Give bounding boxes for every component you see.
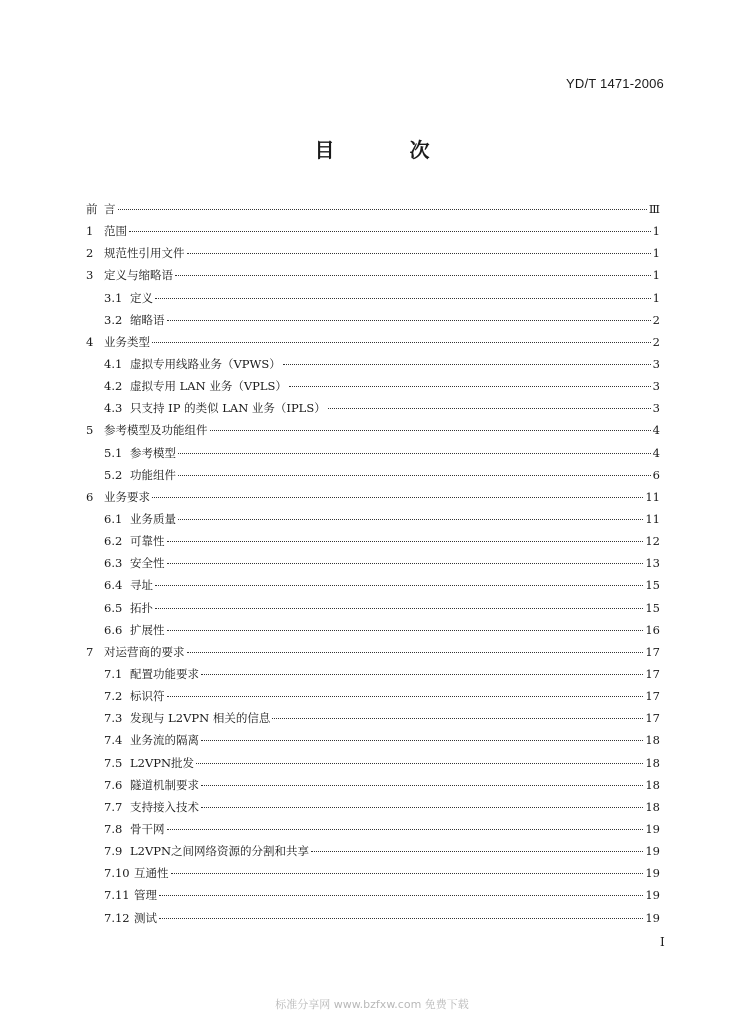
toc-entry (86, 840, 660, 862)
toc-entry-label: L2VPN批发 (130, 755, 195, 770)
toc-entry-label: 参考模型及功能组件 (104, 423, 208, 438)
toc-entry-number: 前 (86, 202, 98, 216)
toc-entry-number: 6.6 (104, 622, 123, 637)
toc-entry-page: 19 (645, 866, 660, 881)
toc-entry (86, 552, 660, 574)
toc-entry-label: 标识符 (130, 689, 165, 704)
toc-entry (86, 818, 660, 840)
toc-entry-page: 1 (652, 224, 660, 239)
dot-leader (152, 342, 651, 343)
dot-leader (167, 320, 651, 321)
toc-entry-page: 1 (652, 290, 660, 305)
toc-entry-page: 18 (645, 733, 660, 748)
dot-leader (167, 563, 644, 564)
toc-entry-page: 16 (645, 622, 660, 637)
toc-entry-label: L2VPN之间网络资源的分割和共享 (130, 844, 310, 859)
toc-entry-number: 7 (86, 644, 94, 659)
toc-entry-number: 7.2 (104, 689, 123, 704)
toc-entry-label: 业务质量 (130, 511, 176, 526)
toc-entry-number: 7.8 (104, 821, 123, 836)
toc-entry-number: 5.2 (104, 467, 123, 482)
dot-leader (201, 807, 643, 808)
toc-entry (86, 220, 660, 242)
watermark: 标准分享网 www.bzfxw.com 免费下载 (275, 998, 469, 1011)
toc-entry-page: 6 (652, 467, 660, 482)
dot-leader (178, 519, 643, 520)
toc-entry (86, 530, 660, 552)
toc-entry (86, 309, 660, 331)
toc-entry-label: 支持接入技术 (130, 799, 199, 814)
toc-entry-number: 7.6 (104, 777, 123, 792)
dot-leader (118, 209, 647, 210)
dot-leader (272, 718, 643, 719)
dot-leader (201, 674, 643, 675)
toc-entry-label: 定义与缩略语 (104, 268, 173, 283)
toc-entry-number: 6.1 (104, 511, 123, 526)
document-code: YD/T 1471-2006 (566, 76, 664, 91)
toc-entry-number: 6.2 (104, 534, 123, 549)
toc-entry-page: 15 (645, 600, 660, 615)
dot-leader (129, 231, 651, 232)
toc-entry-number: 6.3 (104, 556, 123, 571)
toc-entry-number: 6.4 (104, 578, 123, 593)
toc-entry-label: 范围 (104, 224, 127, 239)
toc-entry-number: 5 (86, 423, 94, 438)
toc-entry-number: 4.2 (104, 379, 123, 394)
toc-entry-number: 1 (86, 224, 94, 239)
toc-entry-page: 1 (652, 246, 660, 261)
dot-leader (155, 298, 651, 299)
dot-leader (167, 696, 644, 697)
toc-entry (86, 375, 660, 397)
toc-entry (86, 641, 660, 663)
toc-entry-number: 6 (86, 489, 94, 504)
toc-entry-label: 参考模型 (130, 445, 176, 460)
toc-entry-page: 18 (645, 777, 660, 792)
toc-entry-label: 配置功能要求 (130, 666, 199, 681)
dot-leader (167, 829, 644, 830)
toc-entry (86, 242, 660, 264)
toc-entry (86, 707, 660, 729)
dot-leader (159, 918, 643, 919)
toc-entry-label: 业务要求 (104, 489, 150, 504)
dot-leader (187, 253, 651, 254)
toc-entry (86, 419, 660, 441)
toc-entry (86, 597, 660, 619)
toc-entry-label: 扩展性 (130, 622, 165, 637)
toc-entry-label: 拓扑 (130, 600, 153, 615)
toc-entry-page: 17 (645, 711, 660, 726)
toc-entry-number: 7.11 (104, 888, 130, 903)
toc-entry-number: 7.1 (104, 666, 123, 681)
toc-entry (86, 397, 660, 419)
page-title: 目 次 (314, 138, 464, 162)
toc-entry-label: 测试 (134, 910, 157, 925)
dot-leader (167, 630, 644, 631)
toc-entry-label: 互通性 (134, 866, 169, 881)
toc-entry-label: 安全性 (130, 556, 165, 571)
toc-entry-label: 功能组件 (130, 467, 176, 482)
dot-leader (152, 497, 643, 498)
toc-entry (86, 663, 660, 685)
toc-entry-page: 11 (645, 489, 660, 504)
toc-entry (86, 486, 660, 508)
toc-entry-page: 2 (652, 334, 660, 349)
toc-entry-label: 对运营商的要求 (104, 644, 185, 659)
toc-entry-number: 7.7 (104, 799, 123, 814)
toc-entry-label: 言 (104, 202, 116, 216)
toc-entry (86, 331, 660, 353)
dot-leader (201, 740, 643, 741)
dot-leader (201, 785, 643, 786)
toc-entry-page: Ⅲ (648, 202, 660, 216)
toc-entry-number: 7.10 (104, 866, 130, 881)
toc-entry-label: 寻址 (130, 578, 153, 593)
toc-entry-label: 管理 (134, 888, 157, 903)
toc-entry-label: 隧道机制要求 (130, 777, 199, 792)
toc-entry-number: 3 (86, 268, 94, 283)
toc-entry-page: 19 (645, 888, 660, 903)
table-of-contents (86, 198, 660, 929)
toc-entry-page: 11 (645, 511, 660, 526)
dot-leader (155, 608, 643, 609)
toc-entry (86, 198, 660, 220)
toc-entry (86, 264, 660, 286)
toc-entry-number: 5.1 (104, 445, 123, 460)
toc-entry-page: 13 (645, 556, 660, 571)
toc-entry-page: 1 (652, 268, 660, 283)
toc-entry-number: 4 (86, 334, 94, 349)
dot-leader (178, 475, 651, 476)
toc-entry (86, 508, 660, 530)
toc-entry-page: 18 (645, 755, 660, 770)
page-number: I (660, 935, 665, 949)
toc-entry-number: 4.3 (104, 401, 123, 416)
toc-entry-number: 7.4 (104, 733, 123, 748)
toc-entry-number: 6.5 (104, 600, 123, 615)
toc-entry-label: 规范性引用文件 (104, 246, 185, 261)
toc-entry-number: 7.3 (104, 711, 123, 726)
toc-entry-label: 业务流的隔离 (130, 733, 199, 748)
dot-leader (289, 386, 651, 387)
toc-entry-page: 19 (645, 910, 660, 925)
dot-leader (175, 275, 651, 276)
toc-entry-page: 19 (645, 844, 660, 859)
dot-leader (159, 895, 643, 896)
toc-entry-page: 3 (652, 356, 660, 371)
dot-leader (196, 763, 643, 764)
toc-entry-label: 虚拟专用 LAN 业务（VPLS） (130, 379, 287, 394)
toc-entry-label: 缩略语 (130, 312, 165, 327)
toc-entry (86, 353, 660, 375)
toc-entry-label: 虚拟专用线路业务（VPWS） (130, 356, 281, 371)
toc-entry-page: 18 (645, 799, 660, 814)
dot-leader (178, 453, 651, 454)
dot-leader (155, 585, 643, 586)
toc-entry-label: 发现与 L2VPN 相关的信息 (130, 711, 271, 726)
toc-entry (86, 884, 660, 906)
toc-entry (86, 862, 660, 884)
toc-entry (86, 729, 660, 751)
toc-entry-number: 7.5 (104, 755, 123, 770)
toc-entry (86, 619, 660, 641)
toc-entry-page: 17 (645, 689, 660, 704)
toc-entry-label: 只支持 IP 的类似 LAN 业务（IPLS） (130, 401, 326, 416)
toc-entry-number: 7.9 (104, 844, 123, 859)
toc-entry-number: 2 (86, 246, 94, 261)
dot-leader (311, 851, 643, 852)
toc-entry-page: 19 (645, 821, 660, 836)
toc-entry-page: 12 (645, 534, 660, 549)
toc-entry (86, 442, 660, 464)
dot-leader (167, 541, 644, 542)
toc-entry-page: 3 (652, 379, 660, 394)
toc-entry-label: 定义 (130, 290, 153, 305)
dot-leader (171, 873, 644, 874)
dot-leader (283, 364, 651, 365)
toc-entry (86, 574, 660, 596)
toc-entry (86, 752, 660, 774)
toc-entry-page: 15 (645, 578, 660, 593)
dot-leader (187, 652, 644, 653)
toc-entry-label: 可靠性 (130, 534, 165, 549)
toc-entry (86, 907, 660, 929)
toc-entry (86, 464, 660, 486)
toc-entry-number: 7.12 (104, 910, 130, 925)
toc-entry-number: 3.1 (104, 290, 123, 305)
toc-entry (86, 287, 660, 309)
toc-entry (86, 774, 660, 796)
toc-entry (86, 796, 660, 818)
toc-entry-page: 17 (645, 644, 660, 659)
toc-entry-label: 业务类型 (104, 334, 150, 349)
toc-entry-page: 2 (652, 312, 660, 327)
toc-entry (86, 685, 660, 707)
toc-entry-number: 3.2 (104, 312, 123, 327)
toc-entry-label: 骨干网 (130, 821, 165, 836)
toc-entry-page: 17 (645, 666, 660, 681)
toc-entry-number: 4.1 (104, 356, 123, 371)
dot-leader (210, 430, 651, 431)
toc-entry-page: 3 (652, 401, 660, 416)
dot-leader (328, 408, 651, 409)
toc-entry-page: 4 (652, 445, 660, 460)
toc-entry-page: 4 (652, 423, 660, 438)
